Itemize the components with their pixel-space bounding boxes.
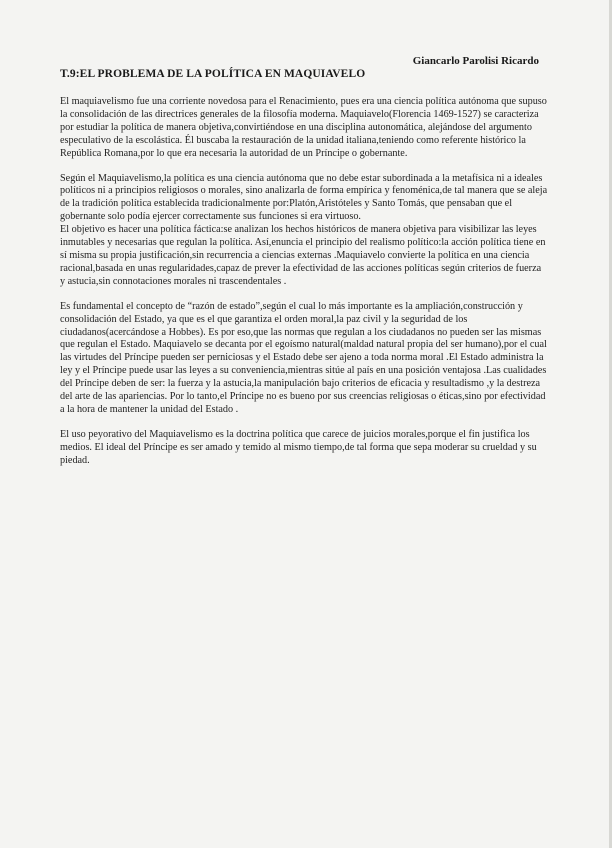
document-body <box>60 96 548 468</box>
document-title: T.9:EL PROBLEMA DE LA POLÍTICA EN MAQUIAVELO <box>60 68 366 80</box>
paragraph-reason-of-state: Es fundamental el concepto de “razón de estado”,según el cual lo más importante es la ampliación,construcción y consolidación del Estado, ya que es el que garantiza el orden moral,la paz civil y la seguridad de los ciudadanos(acercándose a Hobbes). Es por eso,que las normas que regulan a los ciudadanos no pueden ser las mismas que regulan el Estado. Maquiavelo se decanta por el egoísmo natural(maldad natural propia del ser humano),por el cual las virtudes del Príncipe pueden ser perniciosas y el Estado debe ser ajeno a toda norma moral .El Estado administra la ley y el Príncipe puede usar las leyes a su conveniencia,mientras sitúe al país en una posición ventajosa .Las cualidades del Príncipe deben de ser: la fuerza y la astucia,la manipulación bajo criterios de eficacia y resultadismo ,y la destreza del arte de las apariencias. Por lo tanto,el Príncipe no es bueno por sus creencias religiosas o éticas,sino por efectividad a la hora de mantener la unidad del Estado . <box>60 300 547 415</box>
paragraph-gap <box>60 289 548 301</box>
author-name: Giancarlo Parolisi Ricardo <box>412 55 539 67</box>
paragraph-autonomy: Según el Maquiavelismo,la política es una ciencia autónoma que no debe estar subordinada a la metafísica ni a ideales políticos ni a principios religiosos o morales, sino analizarla de forma empírica y fenoménica,de tal manera que se aleja de la tradición política establecida tradicionalmente por:Platón,Aristóteles y Santo Tomás, que pensaban que el gobernante solo podía ejercer correctamente sus funciones si era virtuoso. <box>60 172 548 223</box>
paragraph-objective: El objetivo es hacer una política fáctica:se analizan los hechos históricos de manera objetiva para visibilizar las leyes inmutables y necesarias que regulan la política. Así,enuncia el principio del realismo político:la acción política tiene en sí misma su propia justificación,sin recurrencia a ciencias externas .Maquiavelo convierte la política en una ciencia racional,basada en unas regularidades,capaz de prever la efectividad de las acciones políticas según criterios de fuerza y astucia,sin connotaciones morales ni trascendentales . <box>60 224 546 287</box>
paragraph-introduction: El maquiavelismo fue una corriente novedosa para el Renacimiento, pues era una ciencia política autónoma que supuso la consolidación de las directrices generales de la filosofía moderna. Maquiavelo(Florencia 1469-1527) se caracteriza por estudiar la política de manera objetiva,convirtiéndose en una disciplina autonomática, alejándose del argumento especulativo de la escolástica. Él buscaba la restauración de la unidad italiana,teniendo como referente histórico la República Romana,por lo que era necesaria la autoridad de un Príncipe o gobernante. <box>60 96 547 159</box>
paragraph-gap <box>60 417 548 429</box>
paragraph-pejorative-use: El uso peyorativo del Maquiavelismo es la doctrina política que carece de juicios morales,porque el fin justifica los medios. El ideal del Príncipe es ser amado y temido al mismo tiempo,de tal forma que sepa moderar su crueldad y su piedad. <box>60 428 537 466</box>
paragraph-gap <box>60 161 548 173</box>
